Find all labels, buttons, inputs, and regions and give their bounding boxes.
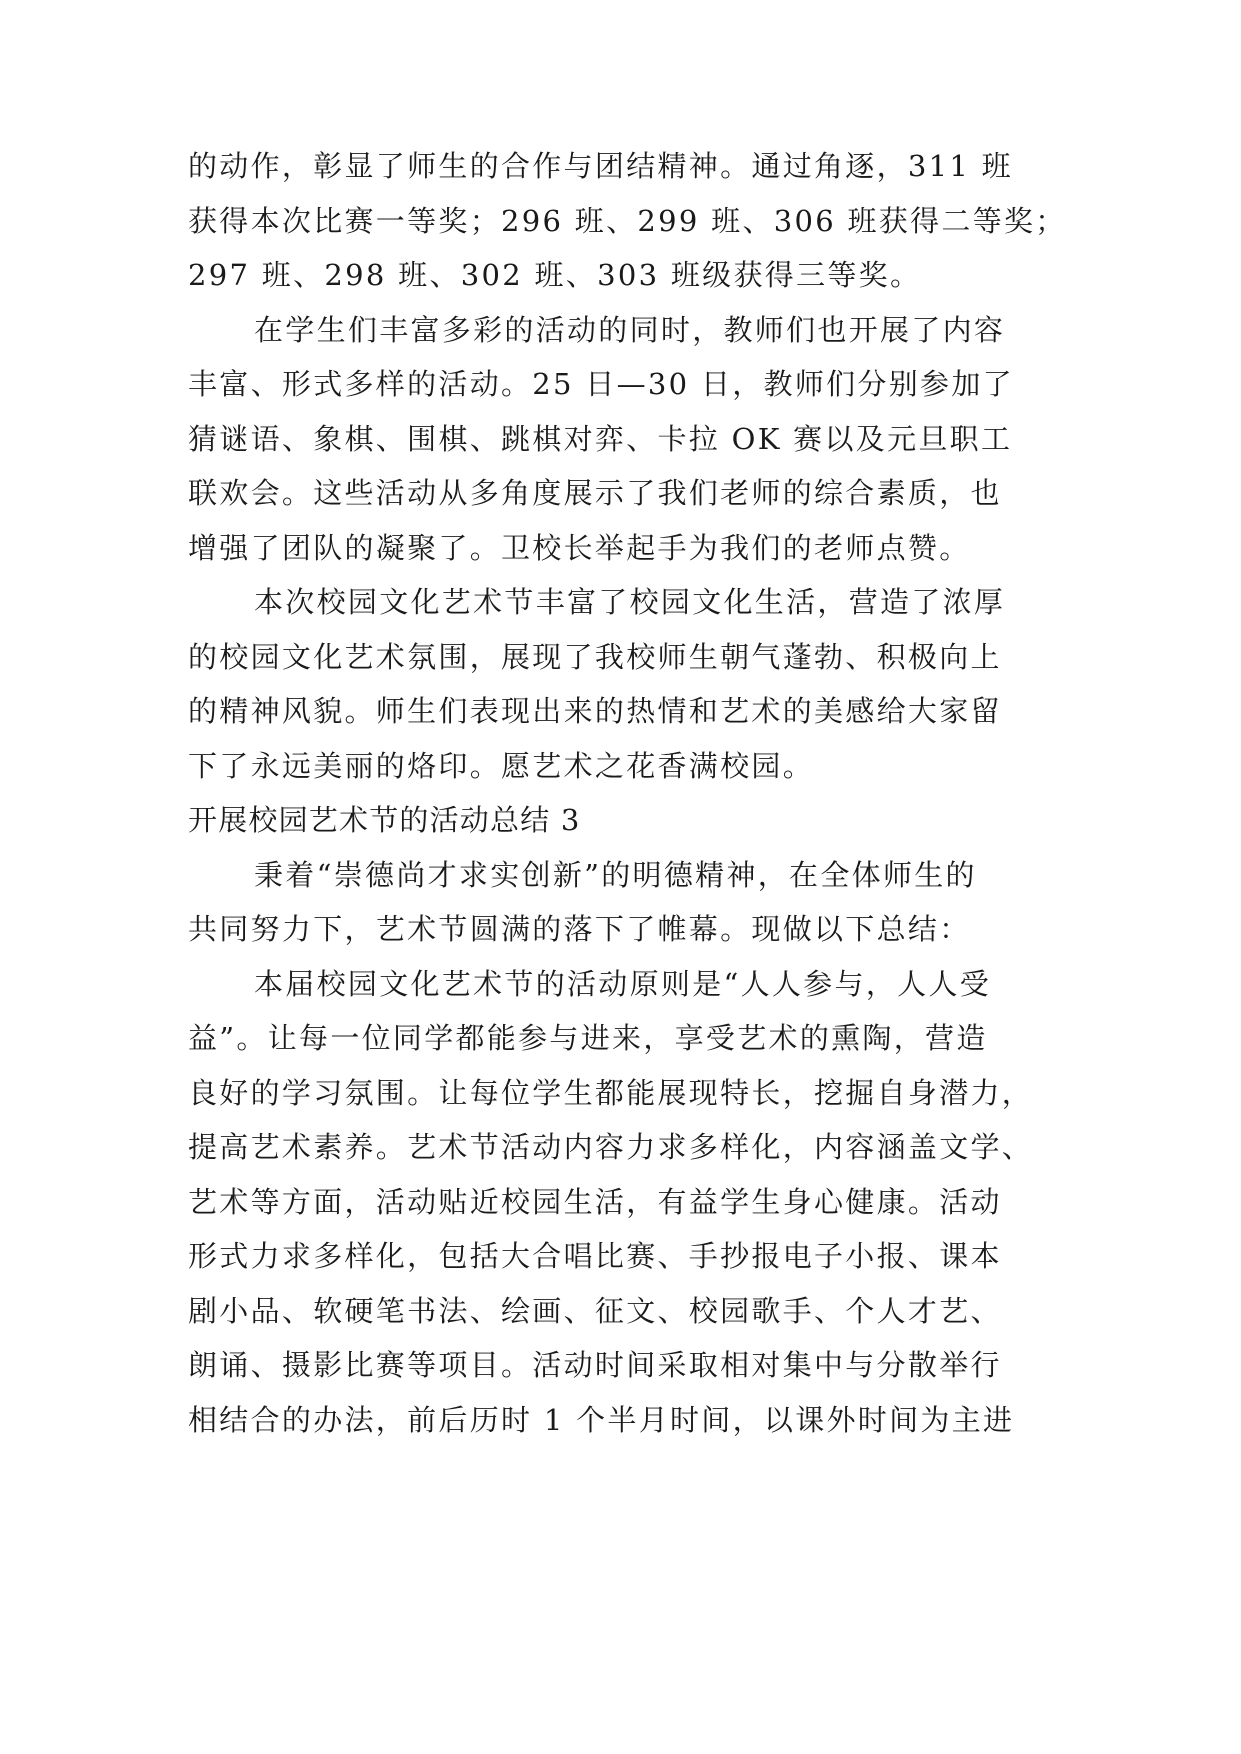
text-line: 的动作，彰显了师生的合作与团结精神。通过角逐，311 班 xyxy=(188,149,1013,183)
text-line: 增强了团队的凝聚了。卫校长举起手为我们的老师点赞。 xyxy=(188,531,971,565)
text-line: 剧小品、软硬笔书法、绘画、征文、校园歌手、个人才艺、 xyxy=(188,1294,1002,1328)
text-line: 猜谜语、象棋、围棋、跳棋对弈、卡拉 OK 赛以及元旦职工 xyxy=(188,422,1013,456)
text-line: 联欢会。这些活动从多角度展示了我们老师的综合素质，也 xyxy=(188,476,1002,510)
text-line: 益”。让每一位同学都能参与进来，享受艺术的熏陶，营造 xyxy=(188,1021,988,1055)
text-line: 的校园文化艺术氛围，展现了我校师生朝气蓬勃、积极向上 xyxy=(188,640,1002,674)
text-line: 秉着“崇德尚才求实创新”的明德精神，在全体师生的 xyxy=(254,858,977,892)
text-line: 形式力求多样化，包括大合唱比赛、手抄报电子小报、课本 xyxy=(188,1239,1002,1273)
section-heading: 开展校园艺术节的活动总结 3 xyxy=(188,803,581,837)
text-line: 艺术等方面，活动贴近校园生活，有益学生身心健康。活动 xyxy=(188,1185,1002,1219)
text-line: 丰富、形式多样的活动。25 日—30 日，教师们分别参加了 xyxy=(188,367,1014,401)
text-line: 相结合的办法，前后历时 1 个半月时间，以课外时间为主进 xyxy=(188,1403,1015,1437)
text-line: 297 班、298 班、302 班、303 班级获得三等奖。 xyxy=(188,258,922,292)
text-line: 获得本次比赛一等奖；296 班、299 班、306 班获得二等奖； xyxy=(188,204,1067,238)
text-line: 本次校园文化艺术节丰富了校园文化生活，营造了浓厚 xyxy=(254,585,1006,619)
text-line: 提高艺术素养。艺术节活动内容力求多样化，内容涵盖文学、 xyxy=(188,1130,1034,1164)
text-line: 下了永远美丽的烙印。愿艺术之花香满校园。 xyxy=(188,749,815,783)
text-line: 良好的学习氛围。让每位学生都能展现特长，挖掘自身潜力， xyxy=(188,1076,1034,1110)
text-line: 的精神风貌。师生们表现出来的热情和艺术的美感给大家留 xyxy=(188,694,1002,728)
text-line: 朗诵、摄影比赛等项目。活动时间采取相对集中与分散举行 xyxy=(188,1348,1002,1382)
text-line: 共同努力下，艺术节圆满的落下了帷幕。现做以下总结： xyxy=(188,912,971,946)
text-line: 在学生们丰富多彩的活动的同时，教师们也开展了内容 xyxy=(254,313,1006,347)
text-line: 本届校园文化艺术节的活动原则是“人人参与，人人受 xyxy=(254,967,992,1001)
